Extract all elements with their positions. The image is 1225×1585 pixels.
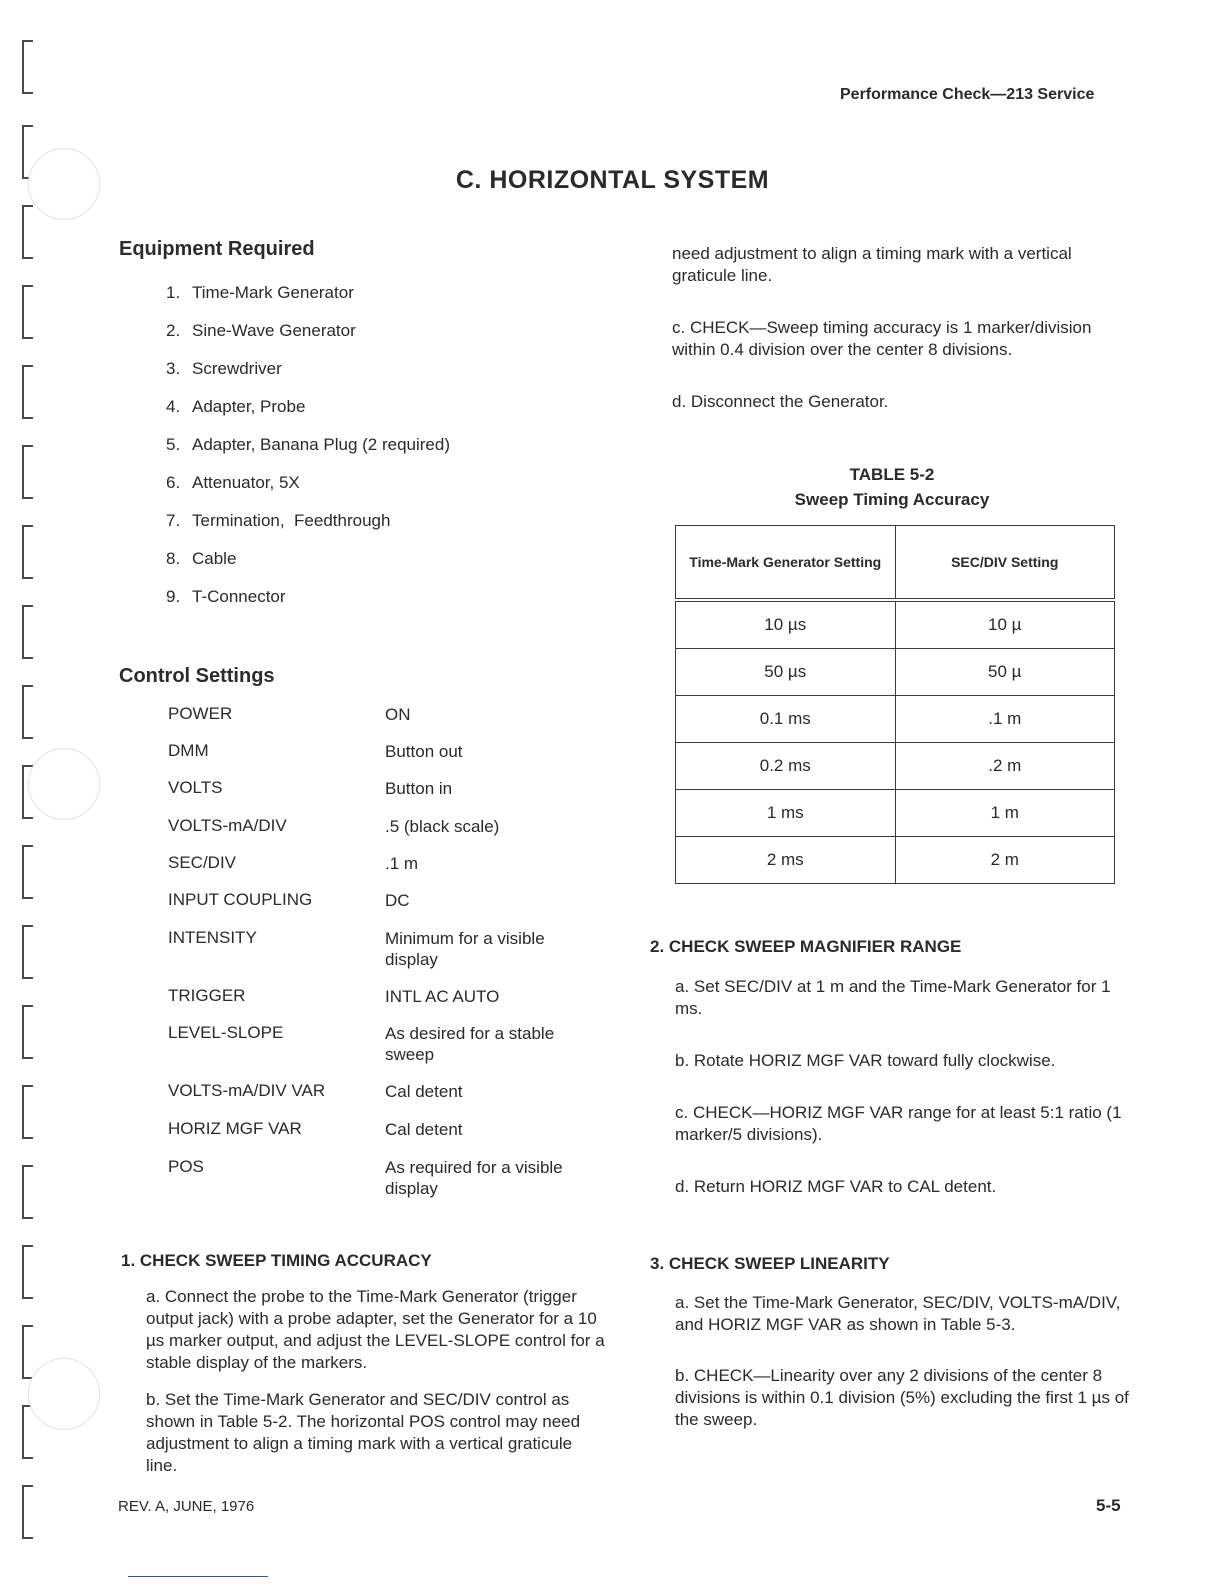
table-cell: 1 m	[895, 790, 1115, 837]
table-cell: .2 m	[895, 743, 1115, 790]
sweep-timing-table	[675, 525, 1115, 884]
binder-bracket	[22, 685, 33, 739]
control-value: DC	[385, 891, 410, 910]
binder-bracket	[22, 525, 33, 579]
bottom-rule	[128, 1576, 268, 1577]
table-title: TABLE 5-2	[849, 465, 935, 484]
table-header-row	[676, 526, 1115, 601]
punch-hole	[28, 748, 100, 820]
section-3-step-b: b. CHECK—Linearity over any 2 divisions of the center 8 divisions is within 0.1 division (5%) excluding the first 1 µs of the sweep.	[675, 1366, 1129, 1429]
section-3-heading: 3. CHECK SWEEP LINEARITY	[650, 1254, 890, 1273]
control-name: VOLTS-mA/DIV VAR	[168, 1081, 326, 1100]
section-2-heading: 2. CHECK SWEEP MAGNIFIER RANGE	[650, 937, 962, 956]
equipment-heading: Equipment Required	[119, 238, 315, 260]
list-item-number: 2.	[166, 321, 181, 340]
list-item-text: Adapter, Probe	[192, 397, 306, 416]
table-cell: 10 µ	[895, 600, 1115, 649]
list-item	[166, 283, 354, 303]
list-item	[166, 473, 300, 493]
binder-bracket	[22, 285, 33, 339]
table-cell: 50 µs	[676, 649, 896, 696]
control-name: TRIGGER	[168, 986, 246, 1005]
section-1-step-d: d. Disconnect the Generator.	[672, 392, 889, 411]
control-name: LEVEL-SLOPE	[168, 1023, 284, 1042]
list-item	[166, 587, 286, 607]
table-cell: 10 µs	[676, 600, 896, 649]
list-item	[166, 549, 236, 569]
list-item	[166, 511, 390, 531]
control-value: Cal detent	[385, 1120, 463, 1139]
running-header: Performance Check—213 Service	[840, 86, 1095, 103]
control-name: POS	[168, 1157, 204, 1176]
control-name: POWER	[168, 704, 233, 723]
list-item-number: 6.	[166, 473, 181, 492]
binder-bracket	[22, 925, 33, 979]
table-cell: 50 µ	[895, 649, 1115, 696]
control-value: .5 (black scale)	[385, 817, 500, 836]
control-value: As required for a visible display	[385, 1158, 563, 1198]
table-cell: .1 m	[895, 696, 1115, 743]
controls-heading: Control Settings	[119, 665, 275, 687]
list-item-text: Screwdriver	[192, 359, 282, 378]
section-3-step-a: a. Set the Time-Mark Generator, SEC/DIV, VOLTS-mA/DIV, and HORIZ MGF VAR as shown in Table 5-3.	[675, 1293, 1121, 1334]
control-value: As desired for a stable sweep	[385, 1024, 555, 1064]
section-1-step-c: c. CHECK—Sweep timing accuracy is 1 marker/division within 0.4 division over the center 8 divisions.	[672, 318, 1092, 359]
table-cell: 2 m	[895, 837, 1115, 884]
control-value: INTL AC AUTO	[385, 987, 500, 1006]
control-name: INPUT COUPLING	[168, 890, 313, 909]
binder-bracket	[22, 1085, 33, 1139]
binder-bracket	[22, 605, 33, 659]
binder-bracket	[22, 1485, 33, 1539]
control-value: Minimum for a visible display	[385, 929, 545, 969]
control-value: .1 m	[385, 854, 419, 873]
control-value: ON	[385, 705, 411, 724]
table-subtitle: Sweep Timing Accuracy	[794, 490, 990, 509]
section-1-step-a: a. Connect the probe to the Time-Mark Generator (trigger output jack) with a probe adapter, set the Generator for a 10 µs marker output, and adjust the LEVEL-SLOPE control for a stable display of the markers.	[146, 1287, 605, 1372]
list-item-text: T-Connector	[192, 587, 286, 606]
list-item-text: Cable	[192, 549, 237, 568]
table-row	[676, 837, 1115, 884]
list-item	[166, 321, 356, 341]
table-row	[676, 743, 1115, 790]
list-item-number: 8.	[166, 549, 181, 568]
section-2-step-a: a. Set SEC/DIV at 1 m and the Time-Mark Generator for 1 ms.	[675, 977, 1111, 1018]
table-cell: 1 ms	[676, 790, 896, 837]
binder-bracket	[22, 1245, 33, 1299]
control-name: HORIZ MGF VAR	[168, 1119, 302, 1138]
list-item-number: 4.	[166, 397, 181, 416]
binder-bracket	[22, 205, 33, 259]
control-name: VOLTS-mA/DIV	[168, 816, 287, 835]
list-item-number: 7.	[166, 511, 181, 530]
binder-bracket	[22, 365, 33, 419]
section-1-step-b-continued: need adjustment to align a timing mark with a vertical graticule line.	[672, 244, 1072, 285]
binder-bracket	[22, 1405, 33, 1459]
section-1-step-b: b. Set the Time-Mark Generator and SEC/DIV control as shown in Table 5-2. The horizontal POS control may need adjustment to align a timing mark with a vertical graticule line.	[146, 1390, 581, 1475]
control-name: VOLTS	[168, 778, 223, 797]
list-item	[166, 359, 282, 379]
table-row	[676, 649, 1115, 696]
list-item-number: 5.	[166, 435, 181, 454]
table-row	[676, 790, 1115, 837]
list-item-number: 1.	[166, 283, 181, 302]
section-2-step-b: b. Rotate HORIZ MGF VAR toward fully clockwise.	[675, 1051, 1056, 1070]
table-cell: 2 ms	[676, 837, 896, 884]
table-cell: 0.2 ms	[676, 743, 896, 790]
control-value: Button out	[385, 742, 463, 761]
control-name: DMM	[168, 741, 209, 760]
column-header: Time-Mark Generator Setting	[676, 526, 896, 601]
section-2-step-c: c. CHECK—HORIZ MGF VAR range for at least 5:1 ratio (1 marker/5 divisions).	[675, 1103, 1122, 1144]
list-item	[166, 435, 450, 455]
column-header: SEC/DIV Setting	[895, 526, 1115, 601]
section-2-step-d: d. Return HORIZ MGF VAR to CAL detent.	[675, 1177, 997, 1196]
binder-bracket	[22, 1165, 33, 1219]
list-item-text: Termination, Feedthrough	[192, 511, 391, 530]
page-number: 5-5	[1096, 1496, 1121, 1515]
list-item-text: Time-Mark Generator	[192, 283, 354, 302]
binder-bracket	[22, 40, 33, 94]
table-cell: 0.1 ms	[676, 696, 896, 743]
binder-bracket	[22, 845, 33, 899]
table-row	[676, 600, 1115, 649]
control-name: INTENSITY	[168, 928, 257, 947]
table-row	[676, 696, 1115, 743]
list-item	[166, 397, 305, 417]
binder-bracket	[22, 1325, 33, 1379]
list-item-text: Adapter, Banana Plug (2 required)	[192, 435, 451, 454]
list-item-text: Sine-Wave Generator	[192, 321, 356, 340]
control-value: Button in	[385, 779, 453, 798]
list-item-number: 3.	[166, 359, 181, 378]
list-item-number: 9.	[166, 587, 181, 606]
binder-bracket	[22, 445, 33, 499]
control-name: SEC/DIV	[168, 853, 237, 872]
binder-bracket	[22, 1005, 33, 1059]
section-1-heading: 1. CHECK SWEEP TIMING ACCURACY	[121, 1251, 432, 1270]
punch-hole	[28, 1358, 100, 1430]
page-title: C. HORIZONTAL SYSTEM	[455, 166, 770, 194]
list-item-text: Attenuator, 5X	[192, 473, 300, 492]
control-value: Cal detent	[385, 1082, 463, 1101]
revision-footer: REV. A, JUNE, 1976	[118, 1498, 255, 1515]
